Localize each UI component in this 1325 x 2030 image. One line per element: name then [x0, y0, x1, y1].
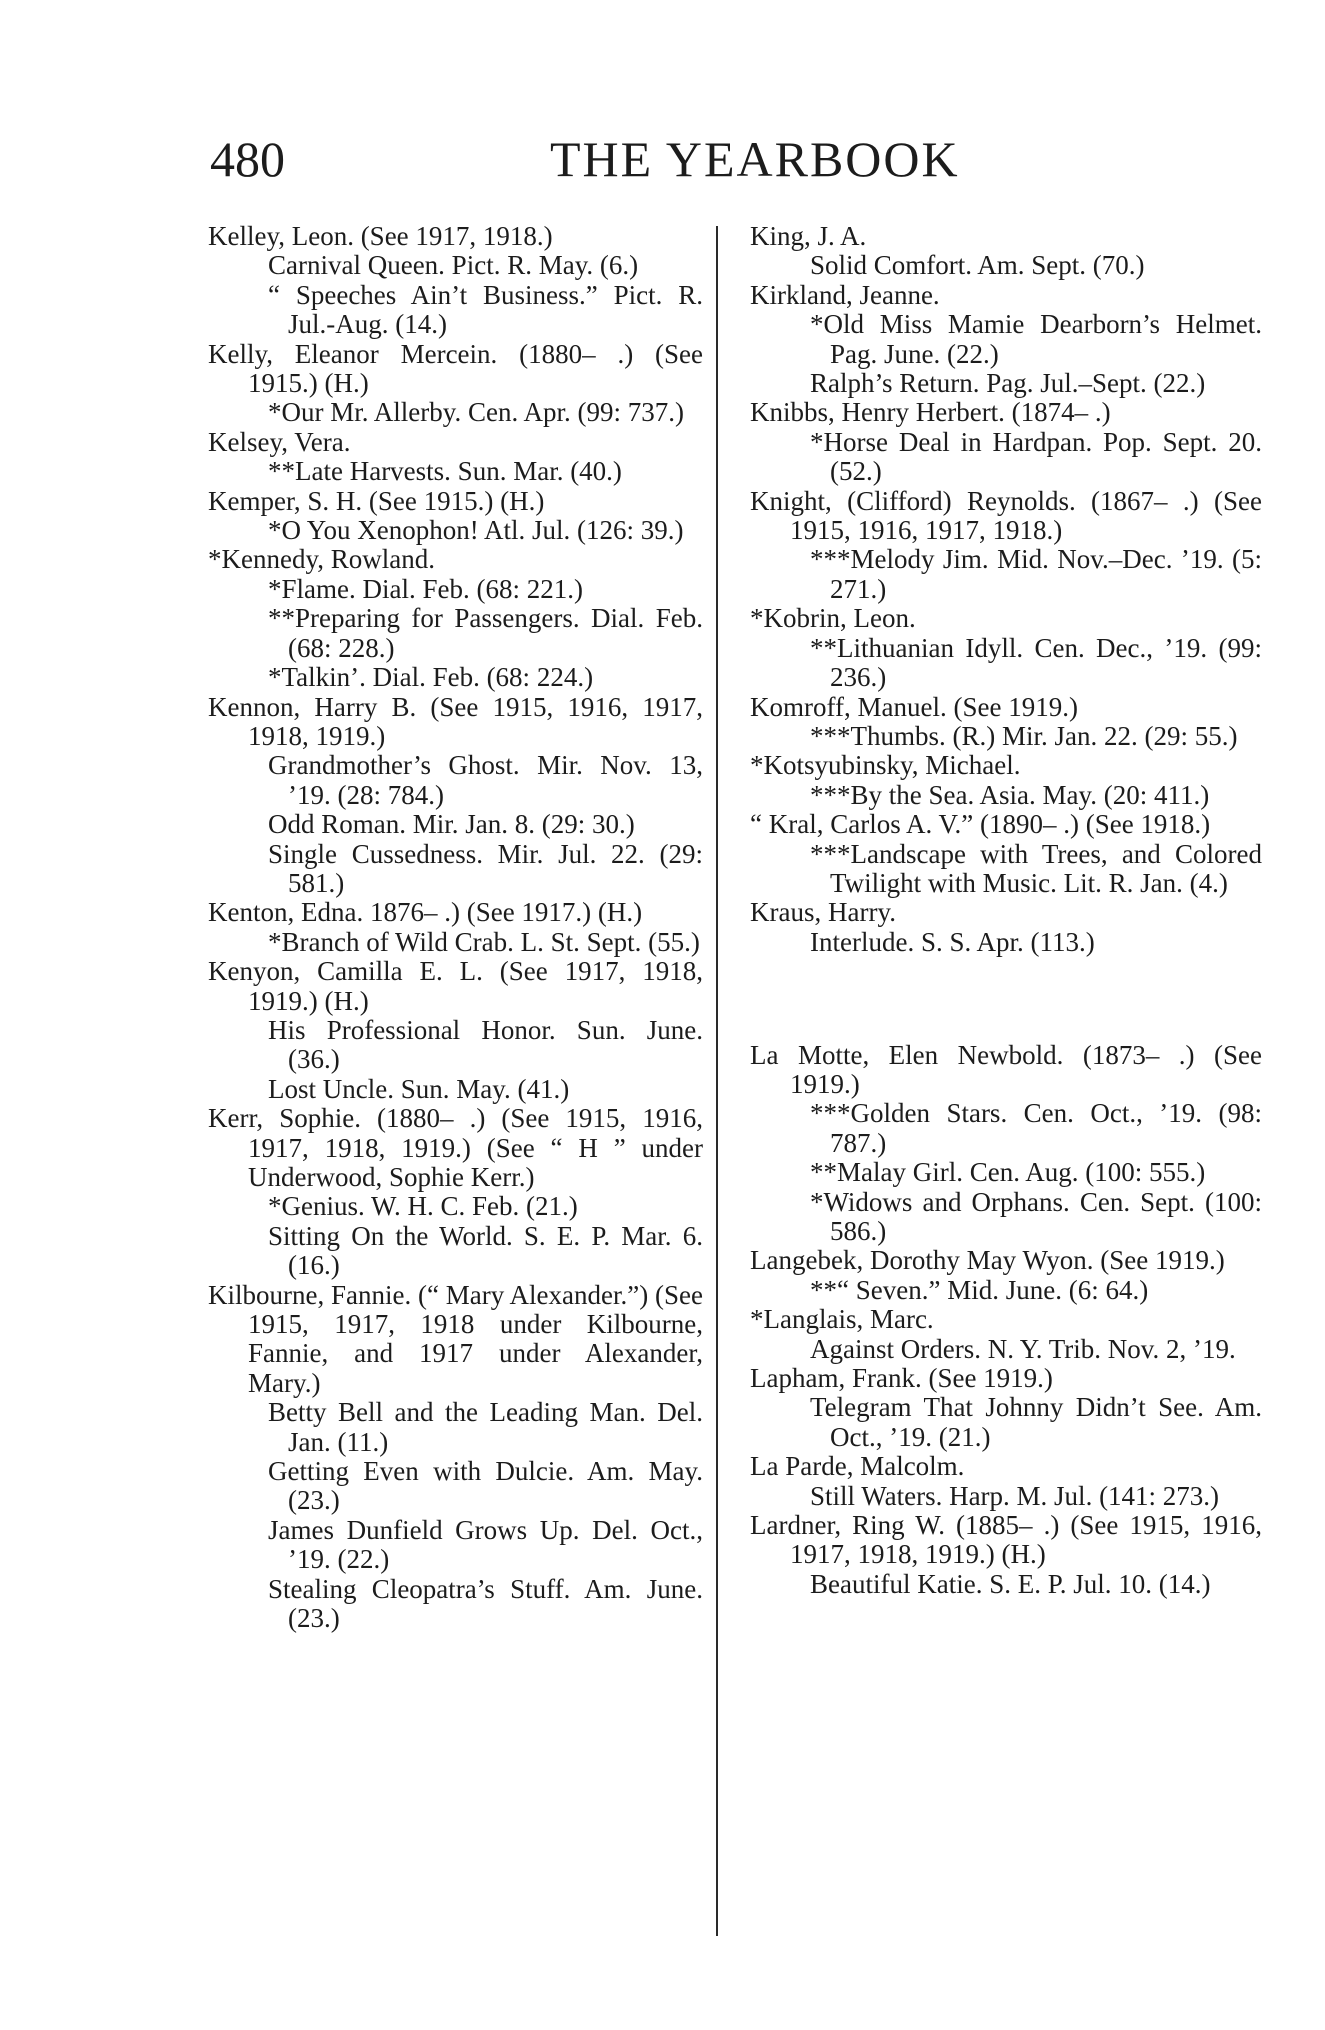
author-entry: Knight, (Clifford) Reynolds. (1867– .) (See 1915, 1916, 1917, 1918.)	[750, 485, 1262, 546]
work-entry: Odd Roman. Mir. Jan. 8. (29: 30.)	[268, 809, 635, 840]
author-entry: King, J. A.	[750, 221, 867, 251]
work-entry: Betty Bell and the Leading Man. Del. Jan. (11.)	[268, 1397, 703, 1457]
author-entry: Langebek, Dorothy May Wyon. (See 1919.)	[750, 1245, 1225, 1276]
author-entry: Kraus, Harry.	[750, 897, 896, 928]
work-entry: Against Orders. N. Y. Trib. Nov. 2, ’19.	[810, 1333, 1236, 1364]
work-entry: Still Waters. Harp. M. Jul. (141: 273.)	[810, 1480, 1220, 1511]
author-entry: Kelley, Leon. (See 1917, 1918.)	[208, 221, 553, 251]
work-entry: **Preparing for Passengers. Dial. Feb. (68: 228.)	[268, 603, 703, 663]
work-entry: Getting Even with Dulcie. Am. May. (23.)	[268, 1456, 703, 1516]
work-entry: His Professional Honor. Sun. June. (36.)	[268, 1014, 703, 1075]
page-title: THE YEARBOOK	[550, 131, 960, 187]
work-entry: Lost Uncle. Sun. May. (41.)	[268, 1073, 570, 1104]
work-entry: ***By the Sea. Asia. May. (20: 411.)	[810, 779, 1210, 810]
work-entry: ***Golden Stars. Cen. Oct., ’19. (98: 787.)	[810, 1098, 1262, 1158]
work-entry: Single Cussedness. Mir. Jul. 22. (29: 581.)	[268, 838, 703, 898]
author-entry: Kelsey, Vera.	[208, 426, 351, 457]
work-entry: *Widows and Orphans. Cen. Sept. (100: 586.)	[810, 1186, 1262, 1246]
work-entry: **Late Harvests. Sun. Mar. (40.)	[268, 456, 622, 487]
work-entry: *Talkin’. Dial. Feb. (68: 224.)	[268, 662, 594, 693]
author-entry: *Langlais, Marc.	[750, 1304, 934, 1335]
page-number: 480	[210, 131, 285, 187]
author-entry: Kilbourne, Fannie. (“ Mary Alexander.”) (See 1915, 1917, 1918 under Kilbourne, Fannie, and 1917 under Alexander, Mary.)	[208, 1279, 703, 1398]
left-column	[208, 222, 703, 1634]
author-entry: Kelly, Eleanor Mercein. (1880– .) (See 1915.) (H.)	[208, 338, 703, 399]
work-entry: **Malay Girl. Cen. Aug. (100: 555.)	[810, 1157, 1206, 1188]
author-entry: Lardner, Ring W. (1885– .) (See 1915, 1916, 1917, 1918, 1919.) (H.)	[750, 1510, 1262, 1570]
author-entry: Lapham, Frank. (See 1919.)	[750, 1363, 1053, 1394]
work-entry: *Horse Deal in Hardpan. Pop. Sept. 20. (52.)	[810, 426, 1262, 487]
work-entry: *O You Xenophon! Atl. Jul. (126: 39.)	[268, 515, 684, 546]
author-entry: *Kennedy, Rowland.	[208, 544, 435, 575]
work-entry: *Genius. W. H. C. Feb. (21.)	[268, 1191, 578, 1222]
work-entry: Beautiful Katie. S. E. P. Jul. 10. (14.)	[810, 1568, 1211, 1599]
work-entry: “ Speeches Ain’t Business.” Pict. R. Jul.-Aug. (14.)	[268, 279, 703, 340]
author-entry: Kirkland, Jeanne.	[750, 279, 940, 310]
work-entry: Stealing Cleopatra’s Stuff. Am. June. (23.)	[268, 1573, 703, 1634]
work-entry: Carnival Queen. Pict. R. May. (6.)	[268, 250, 639, 281]
work-entry: Solid Comfort. Am. Sept. (70.)	[810, 250, 1145, 281]
author-entry: Kenton, Edna. 1876– .) (See 1917.) (H.)	[208, 897, 643, 928]
work-entry: Ralph’s Return. Pag. Jul.–Sept. (22.)	[810, 368, 1206, 399]
author-entry: Kemper, S. H. (See 1915.) (H.)	[208, 485, 545, 516]
author-entry: *Kotsyubinsky, Michael.	[750, 750, 1021, 781]
work-entry: *Our Mr. Allerby. Cen. Apr. (99: 737.)	[268, 397, 684, 428]
work-entry: ***Thumbs. (R.) Mir. Jan. 22. (29: 55.)	[810, 720, 1238, 751]
author-entry: Kenyon, Camilla E. L. (See 1917, 1918, 1919.) (H.)	[208, 956, 703, 1016]
author-entry: *Kobrin, Leon.	[750, 603, 916, 634]
work-entry: Sitting On the World. S. E. P. Mar. 6. (16.)	[268, 1220, 703, 1281]
work-entry: Telegram That Johnny Didn’t See. Am. Oct., ’19. (21.)	[810, 1392, 1262, 1452]
author-entry: Kerr, Sophie. (1880– .) (See 1915, 1916, 1917, 1918, 1919.) (See “ H ” under Underwood, Sophie Kerr.)	[208, 1103, 703, 1192]
work-entry: Grandmother’s Ghost. Mir. Nov. 13, ’19. (28: 784.)	[268, 750, 703, 810]
work-entry: **“ Seven.” Mid. June. (6: 64.)	[810, 1274, 1149, 1305]
work-entry: **Lithuanian Idyll. Cen. Dec., ’19. (99: 236.)	[810, 632, 1262, 693]
work-entry: *Branch of Wild Crab. L. St. Sept. (55.)	[268, 926, 700, 957]
author-entry: Knibbs, Henry Herbert. (1874– .)	[750, 397, 1111, 428]
work-entry: ***Landscape with Trees, and Colored Twilight with Music. Lit. R. Jan. (4.)	[810, 838, 1262, 898]
author-entry: “ Kral, Carlos A. V.” (1890– .) (See 1918.)	[750, 809, 1211, 840]
work-entry: *Old Miss Mamie Dearborn’s Helmet. Pag. June. (22.)	[810, 309, 1262, 369]
author-entry: La Motte, Elen Newbold. (1873– .) (See 1919.)	[750, 1039, 1262, 1099]
work-entry: *Flame. Dial. Feb. (68: 221.)	[268, 573, 583, 604]
author-entry: Komroff, Manuel. (See 1919.)	[750, 691, 1078, 722]
work-entry: James Dunfield Grows Up. Del. Oct., ’19. (22.)	[268, 1514, 703, 1575]
right-column	[750, 222, 1262, 1599]
column-divider	[716, 226, 718, 1936]
author-entry: La Parde, Malcolm.	[750, 1451, 965, 1482]
work-entry: ***Melody Jim. Mid. Nov.–Dec. ’19. (5: 271.)	[810, 544, 1262, 604]
work-entry: Interlude. S. S. Apr. (113.)	[810, 926, 1095, 957]
section-gap	[750, 984, 1262, 1013]
author-entry: Kennon, Harry B. (See 1915, 1916, 1917, 1918, 1919.)	[208, 691, 703, 751]
